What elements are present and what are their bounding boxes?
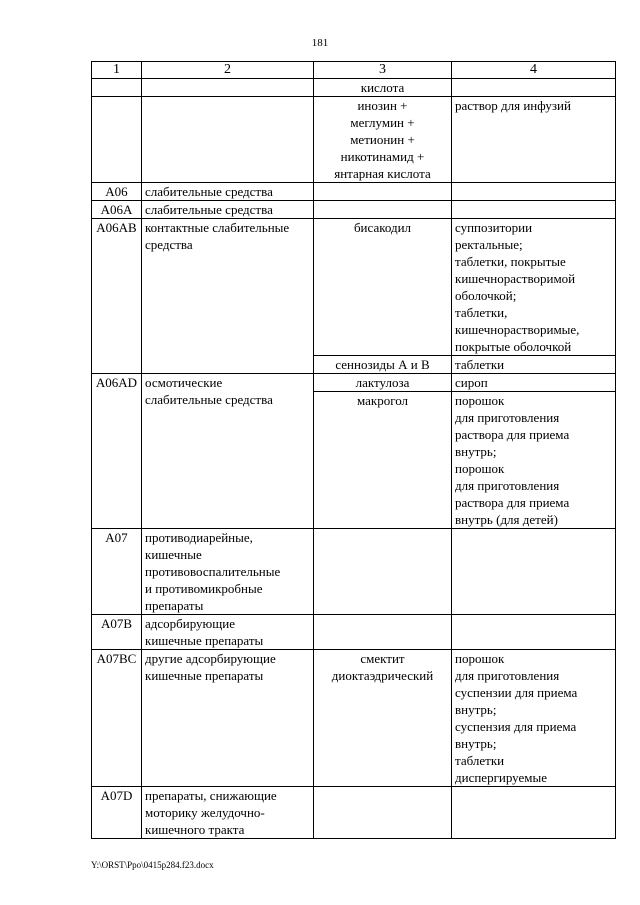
dosage-form: кишечнорастворимые, xyxy=(455,322,580,337)
dosage-form: раствора для приема xyxy=(455,427,570,442)
header-cell: 1 xyxy=(92,62,142,79)
drug-name-cell xyxy=(314,219,452,356)
group-name: кишечные препараты xyxy=(145,668,264,683)
dosage-form: суспензии для приема xyxy=(455,685,578,700)
drug-name-cell xyxy=(314,529,452,615)
dosage-form-cell xyxy=(452,787,616,839)
drug-name-cell xyxy=(314,183,452,201)
dosage-form: внутрь; xyxy=(455,444,497,459)
drug-name: меглумин + xyxy=(350,115,415,130)
drug-name-cell xyxy=(314,615,452,650)
table-row xyxy=(92,650,616,787)
dosage-form: покрытые оболочкой xyxy=(455,339,572,354)
drug-name: инозин + xyxy=(357,98,408,113)
group-name-cell xyxy=(142,650,314,787)
dosage-form: суппозитории xyxy=(455,220,533,235)
dosage-form: внутрь; xyxy=(455,736,497,751)
dosage-form: таблетки xyxy=(455,753,505,768)
group-name: препараты, снижающие xyxy=(145,788,277,803)
atc-code-cell: A07 xyxy=(92,529,142,615)
drug-name: кислота xyxy=(360,80,405,95)
dosage-form: раствора для приема xyxy=(455,495,570,510)
dosage-form: диспергируемые xyxy=(455,770,548,785)
drug-name: лактулоза xyxy=(355,375,410,390)
dosage-form: сироп xyxy=(455,375,488,390)
drug-name: макрогол xyxy=(356,393,409,408)
dosage-form-cell xyxy=(452,650,616,787)
dosage-form: для приготовления xyxy=(455,410,560,425)
dosage-form-cell xyxy=(452,529,616,615)
drug-name: бисакодил xyxy=(353,220,412,235)
dosage-form: порошок xyxy=(455,461,505,476)
table-row xyxy=(92,374,616,392)
table-row xyxy=(92,183,616,201)
page-number: 181 xyxy=(311,37,329,49)
group-name: слабительные средства xyxy=(145,184,273,199)
drug-name: никотинамид + xyxy=(340,149,425,164)
group-name-cell xyxy=(142,79,314,97)
header-cell: 4 xyxy=(452,62,616,79)
dosage-form: для приготовления xyxy=(455,478,560,493)
group-name: осмотические xyxy=(145,375,223,390)
group-name-cell xyxy=(142,374,314,529)
table-row xyxy=(92,97,616,183)
table-row xyxy=(92,787,616,839)
dosage-form-cell xyxy=(452,183,616,201)
dosage-form: порошок xyxy=(455,393,505,408)
drug-name-cell xyxy=(314,356,452,374)
dosage-form: оболочкой; xyxy=(455,288,517,303)
atc-code-cell: A07BC xyxy=(92,650,142,787)
atc-code-cell xyxy=(92,79,142,97)
group-name: кишечные препараты xyxy=(145,633,264,648)
drug-name-cell xyxy=(314,787,452,839)
group-name-cell xyxy=(142,219,314,374)
drug-name: диоктаэдрический xyxy=(331,668,434,683)
group-name-cell xyxy=(142,201,314,219)
dosage-form: таблетки xyxy=(455,357,505,372)
group-name-cell xyxy=(142,529,314,615)
table-row xyxy=(92,219,616,356)
group-name-cell xyxy=(142,787,314,839)
header-cell: 2 xyxy=(142,62,314,79)
group-name: противовоспалительные xyxy=(145,564,281,579)
atc-code-cell: A06AD xyxy=(92,374,142,529)
group-name: средства xyxy=(145,237,193,252)
group-name: адсорбирующие xyxy=(145,616,236,631)
dosage-form: ректальные; xyxy=(455,237,523,252)
dosage-form: суспензия для приема xyxy=(455,719,577,734)
group-name: кишечные xyxy=(145,547,202,562)
atc-code-cell: A07D xyxy=(92,787,142,839)
group-name: слабительные средства xyxy=(145,202,273,217)
dosage-form: таблетки, xyxy=(455,305,508,320)
drug-name-cell xyxy=(314,201,452,219)
dosage-form: внутрь; xyxy=(455,702,497,717)
dosage-form: порошок xyxy=(455,651,505,666)
drug-name-cell xyxy=(314,374,452,392)
drug-name: метионин + xyxy=(350,132,415,147)
group-name-cell xyxy=(142,615,314,650)
dosage-form: раствор для инфузий xyxy=(455,98,571,113)
dosage-form-cell xyxy=(452,79,616,97)
group-name: другие адсорбирующие xyxy=(145,651,276,666)
drug-name: янтарная кислота xyxy=(334,166,431,181)
table-row xyxy=(92,615,616,650)
dosage-form-cell xyxy=(452,615,616,650)
table-header-row xyxy=(92,62,616,79)
dosage-form: внутрь (для детей) xyxy=(455,512,558,527)
dosage-form-cell xyxy=(452,356,616,374)
group-name: и противомикробные xyxy=(145,581,263,596)
atc-code-cell: A06 xyxy=(92,183,142,201)
drug-name-cell xyxy=(314,79,452,97)
atc-code-cell xyxy=(92,97,142,183)
drug-name-cell xyxy=(314,392,452,529)
dosage-form-cell xyxy=(452,374,616,392)
table-row xyxy=(92,79,616,97)
drug-name-cell xyxy=(314,650,452,787)
dosage-form: для приготовления xyxy=(455,668,560,683)
group-name: кишечного тракта xyxy=(145,822,245,837)
drug-name-cell xyxy=(314,97,452,183)
group-name-cell xyxy=(142,183,314,201)
dosage-form-cell xyxy=(452,97,616,183)
header-cell: 3 xyxy=(314,62,452,79)
group-name: слабительные средства xyxy=(145,392,273,407)
group-name: препараты xyxy=(145,598,204,613)
table-row xyxy=(92,201,616,219)
dosage-form: таблетки, покрытые xyxy=(455,254,566,269)
group-name-cell xyxy=(142,97,314,183)
atc-code-cell: A06A xyxy=(92,201,142,219)
group-name: контактные слабительные xyxy=(145,220,290,235)
dosage-form-cell xyxy=(452,201,616,219)
group-name: противодиарейные, xyxy=(145,530,253,545)
dosage-form: кишечнорастворимой xyxy=(455,271,576,286)
atc-code-cell: A06AB xyxy=(92,219,142,374)
dosage-form-cell xyxy=(452,392,616,529)
table-row xyxy=(92,529,616,615)
drug-name: сеннозиды А и В xyxy=(335,357,430,372)
group-name: моторику желудочно- xyxy=(145,805,265,820)
file-path-footer: Y:\ORST\Ppo\0415p284.f23.docx xyxy=(91,860,214,870)
atc-code-cell: A07B xyxy=(92,615,142,650)
drug-table xyxy=(91,61,616,839)
drug-name: смектит xyxy=(360,651,405,666)
dosage-form-cell xyxy=(452,219,616,356)
